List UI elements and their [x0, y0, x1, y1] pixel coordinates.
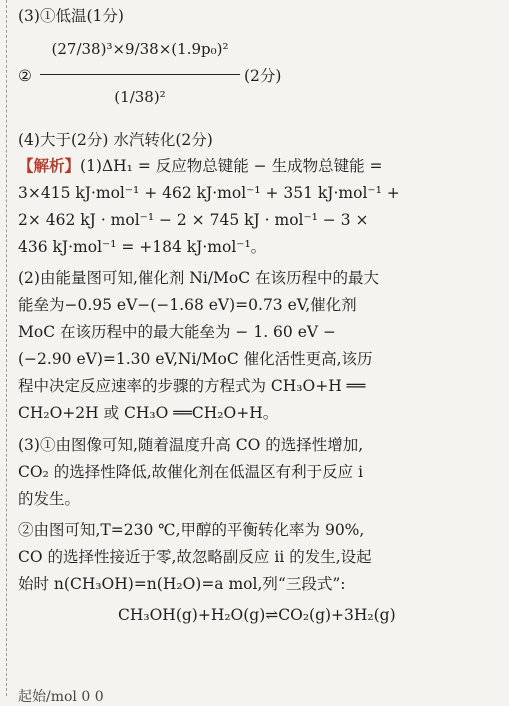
analysis-line-9: 程中决定反应速率的步骤的方程式为 CH₃O+H ══	[18, 377, 366, 395]
analysis-line-5: (2)由能量图可知,催化剂 Ni/MoC 在该历程中的最大	[18, 269, 380, 287]
analysis-line-13: 的发生。	[18, 490, 81, 508]
answer-4: (4)大于(2分) 水汽转化(2分)	[18, 131, 213, 149]
analysis-line-4: 436 kJ·mol⁻¹ = +184 kJ·mol⁻¹。	[18, 238, 267, 256]
analysis-tag: 【解析】	[18, 156, 81, 175]
analysis-line-2: 3×415 kJ·mol⁻¹ + 462 kJ·mol⁻¹ + 351 kJ·mol⁻¹ +	[18, 184, 400, 202]
analysis-line-14: ②由图可知,T=230 ℃,甲醇的平衡转化率为 90%,	[18, 521, 365, 539]
analysis-line-10: CH₂O+2H 或 CH₃O ══CH₂O+H。	[18, 404, 279, 422]
reaction-equation: CH₃OH(g)+H₂O(g)⇌CO₂(g)+3H₂(g)	[118, 606, 396, 624]
answer-3-2-score: (2分)	[244, 67, 282, 85]
analysis-line-7: MoC 在该历程中的最大能垒为 − 1. 60 eV −	[18, 323, 336, 341]
answer-3-2-fraction	[40, 40, 240, 120]
fraction-numerator: (27/38)³×9/38×(1.9p₀)²	[51, 40, 229, 58]
answer-3-2-label: ②	[18, 67, 32, 85]
fraction-bar	[40, 74, 240, 75]
partial-table-row: 起始/mol 0 0	[18, 689, 104, 705]
binding-margin-line	[6, 0, 7, 696]
analysis-line-1	[18, 156, 499, 176]
analysis-line-11: (3)①由图像可知,随着温度升高 CO 的选择性增加,	[18, 436, 364, 454]
analysis-line-6: 能垒为−0.95 eV−(−1.68 eV)=0.73 eV,催化剂	[18, 296, 357, 314]
analysis-line-3: 2× 462 kJ · mol⁻¹ − 2 × 745 kJ · mol⁻¹ − 3 ×	[18, 211, 369, 229]
analysis-line-16: 始时 n(CH₃OH)=n(H₂O)=a mol,列“三段式”:	[18, 575, 346, 593]
analysis-line-8: (−2.90 eV)=1.30 eV,Ni/MoC 催化活性更高,该历	[18, 350, 373, 368]
analysis-line-15: CO 的选择性接近于零,故忽略副反应 ⅱ 的发生,设起	[18, 548, 372, 566]
answer-3-1: (3)①低温(1分)	[18, 7, 124, 25]
analysis-line-12: CO₂ 的选择性降低,故催化剂在低温区有利于反应 ⅰ	[18, 463, 364, 481]
analysis-text: (1)ΔH₁ = 反应物总键能 − 生成物总键能 =	[80, 157, 383, 175]
fraction-denominator: (1/38)²	[114, 88, 166, 106]
